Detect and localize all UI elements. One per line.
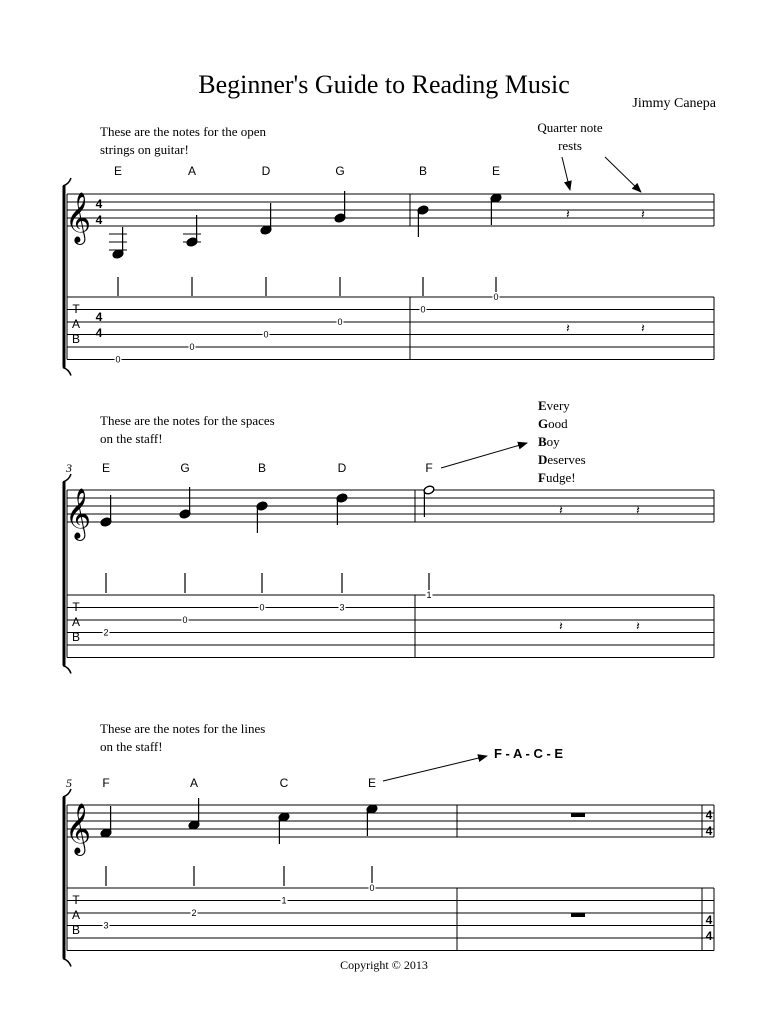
tab-fret-number: 3 bbox=[339, 602, 345, 613]
caption-line: These are the notes for the open bbox=[100, 124, 267, 139]
note-name-label: D bbox=[261, 164, 271, 178]
mnemonic-line: Boy bbox=[538, 434, 560, 449]
caption-line: These are the notes for the lines bbox=[100, 721, 266, 736]
time-sig-top: 4 bbox=[95, 310, 103, 324]
page-title: Beginner's Guide to Reading Music bbox=[198, 70, 570, 99]
tab-fret-number: 0 bbox=[259, 602, 265, 613]
note-name-label: G bbox=[180, 461, 190, 475]
treble-clef-icon: 𝄞 bbox=[64, 489, 92, 538]
note-name-label: E bbox=[491, 164, 501, 178]
time-sig-bottom: 4 bbox=[705, 824, 713, 838]
bracket-bottom-hook bbox=[63, 959, 71, 967]
tab-fret-number: 3 bbox=[103, 920, 109, 931]
note-name-label: E bbox=[113, 164, 123, 178]
tab-letter: A bbox=[71, 908, 81, 922]
tab-letter: B bbox=[71, 332, 81, 346]
caption-line: strings on guitar! bbox=[100, 142, 189, 157]
measure-number: 5 bbox=[66, 776, 72, 790]
tab-fret-number: 1 bbox=[426, 590, 432, 600]
arrow-to-rest-2 bbox=[605, 157, 641, 192]
tab-quarter-rest-icon: 𝄽 bbox=[636, 619, 640, 633]
face-mnemonic: F - A - C - E bbox=[494, 746, 564, 761]
arrow-to-face bbox=[383, 756, 487, 781]
mnemonic-line: Every bbox=[538, 398, 570, 413]
mnemonic-line: Fudge! bbox=[538, 470, 576, 485]
arrow-to-mnemonic bbox=[441, 443, 527, 468]
system-1 bbox=[63, 164, 714, 376]
time-sig-top: 4 bbox=[705, 913, 713, 927]
quarter-rest-icon: 𝄽 bbox=[641, 207, 645, 221]
tab-quarter-rest-icon: 𝄽 bbox=[641, 321, 645, 335]
time-sig-bottom: 4 bbox=[95, 326, 103, 340]
caption-line: on the staff! bbox=[100, 739, 163, 754]
note-name-label: F bbox=[425, 461, 433, 475]
annotation-line: Quarter note bbox=[537, 120, 603, 135]
caption-line: These are the notes for the spaces bbox=[100, 413, 275, 428]
quarter-rest-icon: 𝄽 bbox=[636, 503, 640, 517]
tab-fret-number: 1 bbox=[281, 895, 287, 906]
tab-quarter-rest-icon: 𝄽 bbox=[566, 321, 570, 335]
treble-clef-icon: 𝄞 bbox=[64, 804, 92, 853]
tab-fret-number: 2 bbox=[191, 908, 197, 918]
tab-fret-number: 0 bbox=[189, 342, 195, 352]
tab-letter: T bbox=[72, 893, 80, 907]
tab-quarter-rest-icon: 𝄽 bbox=[559, 619, 563, 633]
tab-letter: B bbox=[71, 630, 81, 644]
note-name-label: A bbox=[189, 776, 199, 790]
tab-fret-number: 0 bbox=[420, 304, 426, 315]
quarter-rest-icon: 𝄽 bbox=[559, 503, 563, 517]
tab-fret-number: 0 bbox=[115, 354, 121, 365]
tab-fret-number: 0 bbox=[182, 615, 188, 625]
note-name-label: G bbox=[335, 164, 345, 178]
bracket-bottom-hook bbox=[63, 666, 71, 674]
tab-letter: B bbox=[71, 923, 81, 937]
tab-fret-number: 0 bbox=[337, 317, 343, 327]
system-3 bbox=[63, 776, 714, 967]
annotation-line: rests bbox=[558, 138, 582, 153]
note-name-label: D bbox=[337, 461, 347, 475]
tab-letter: A bbox=[71, 615, 81, 629]
time-sig-bottom: 4 bbox=[705, 929, 713, 943]
whole-rest-icon bbox=[571, 813, 585, 817]
bracket-top-hook bbox=[63, 474, 71, 482]
system-2 bbox=[63, 461, 714, 674]
mnemonic-line: Deserves bbox=[538, 452, 586, 467]
note-name-label: B bbox=[257, 461, 267, 475]
quarter-rest-icon: 𝄽 bbox=[566, 207, 570, 221]
caption-line: on the staff! bbox=[100, 431, 163, 446]
tab-fret-number: 0 bbox=[369, 883, 375, 893]
tab-whole-rest-icon bbox=[571, 913, 585, 917]
note-name-label: F bbox=[102, 776, 110, 790]
time-sig-bottom: 4 bbox=[95, 213, 103, 227]
note-name-label: B bbox=[418, 164, 428, 178]
note-name-label: E bbox=[367, 776, 377, 790]
treble-clef-icon: 𝄞 bbox=[64, 193, 92, 242]
bracket-top-hook bbox=[63, 178, 71, 186]
time-sig-top: 4 bbox=[705, 808, 713, 822]
tab-fret-number: 2 bbox=[103, 627, 109, 638]
composer-name: Jimmy Canepa bbox=[632, 96, 716, 111]
note-name-label: C bbox=[279, 776, 289, 790]
tab-letter: T bbox=[72, 600, 80, 614]
measure-number: 3 bbox=[66, 461, 72, 475]
tab-letter: A bbox=[71, 317, 81, 331]
mnemonic-line: Good bbox=[538, 416, 568, 431]
arrow-to-rest-1 bbox=[562, 157, 570, 190]
tab-fret-number: 0 bbox=[263, 329, 269, 340]
bracket-top-hook bbox=[63, 789, 71, 797]
tab-fret-number: 0 bbox=[493, 292, 499, 302]
time-sig-top: 4 bbox=[95, 197, 103, 211]
note-name-label: E bbox=[101, 461, 111, 475]
copyright: Copyright © 2013 bbox=[340, 958, 428, 972]
tab-letter: T bbox=[72, 302, 80, 316]
bracket-bottom-hook bbox=[63, 368, 71, 376]
note-name-label: A bbox=[187, 164, 197, 178]
